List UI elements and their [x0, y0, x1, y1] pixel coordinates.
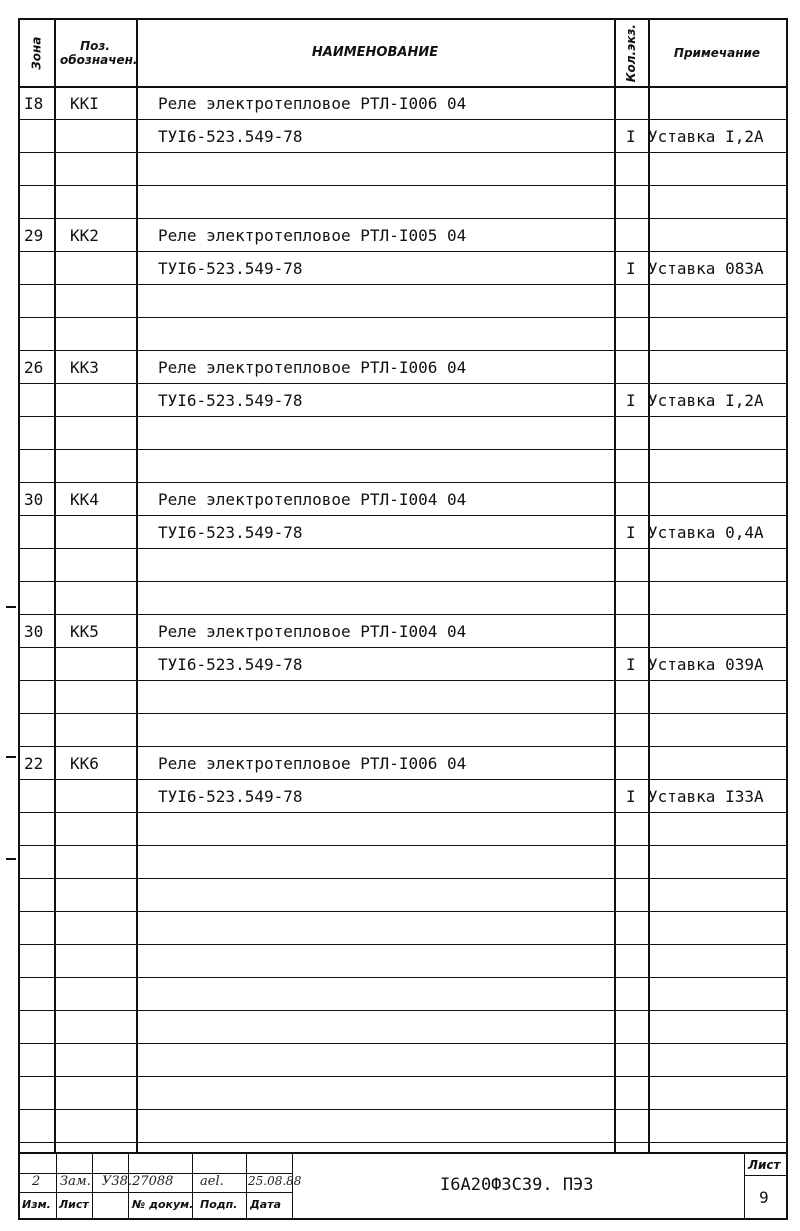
row-divider — [20, 383, 786, 384]
margin-tick — [6, 606, 16, 608]
item-zone: 30 — [24, 622, 44, 641]
row-divider — [20, 614, 786, 615]
row-divider — [20, 317, 786, 318]
row-divider — [20, 977, 786, 978]
item-position: KK5 — [70, 622, 99, 641]
item-quantity: I — [626, 127, 636, 146]
item-quantity: I — [626, 523, 636, 542]
item-spec: ТУI6-523.549-78 — [158, 391, 303, 410]
item-name: Реле электротепловое РТЛ-I006 04 — [158, 94, 467, 113]
item-name: Реле электротепловое РТЛ-I006 04 — [158, 754, 467, 773]
row-divider — [20, 218, 786, 219]
row-divider — [20, 1142, 786, 1143]
sheet-cell-divider — [744, 1175, 786, 1176]
item-note: Уставка 039А — [648, 655, 764, 674]
item-quantity: I — [626, 391, 636, 410]
item-quantity: I — [626, 259, 636, 278]
label-doc: № докум. — [132, 1198, 194, 1211]
item-spec: ТУI6-523.549-78 — [158, 655, 303, 674]
margin-tick — [6, 858, 16, 860]
item-zone: 26 — [24, 358, 44, 377]
row-divider — [20, 911, 786, 912]
title-block-divider — [246, 1152, 247, 1218]
header-quantity — [614, 20, 648, 86]
item-name: Реле электротепловое РТЛ-I004 04 — [158, 490, 467, 509]
item-note: Уставка I,2А — [648, 391, 764, 410]
row-divider — [20, 449, 786, 450]
item-spec: ТУI6-523.549-78 — [158, 127, 303, 146]
item-zone: I8 — [24, 94, 44, 113]
change-number: 2 — [32, 1174, 41, 1189]
item-spec: ТУI6-523.549-78 — [158, 787, 303, 806]
item-quantity: I — [626, 787, 636, 806]
column-divider — [136, 20, 138, 1152]
item-name: Реле электротепловое РТЛ-I004 04 — [158, 622, 467, 641]
sheet-label: Лист — [748, 1158, 781, 1172]
column-divider — [614, 20, 616, 1152]
row-divider — [20, 119, 786, 120]
change-date: 25.08.88 — [248, 1174, 302, 1188]
row-divider — [20, 944, 786, 945]
header-name-label: НАИМЕНОВАНИЕ — [311, 45, 439, 61]
item-quantity: I — [626, 655, 636, 674]
item-name: Реле электротепловое РТЛ-I006 04 — [158, 358, 467, 377]
item-spec: ТУI6-523.549-78 — [158, 523, 303, 542]
row-divider — [20, 812, 786, 813]
title-block-divider — [56, 1152, 57, 1218]
row-divider — [20, 185, 786, 186]
title-block-row-divider — [20, 1192, 292, 1193]
row-divider — [20, 416, 786, 417]
title-block-top-border — [20, 1152, 786, 1154]
item-zone: 22 — [24, 754, 44, 773]
change-sheet: Зам. — [60, 1174, 91, 1189]
row-divider — [20, 482, 786, 483]
item-position: KK6 — [70, 754, 99, 773]
row-divider — [20, 713, 786, 714]
column-divider — [54, 20, 56, 1152]
row-divider — [20, 86, 786, 88]
item-note: Уставка I33А — [648, 787, 764, 806]
margin-tick — [6, 756, 16, 758]
row-divider — [20, 1109, 786, 1110]
row-divider — [20, 779, 786, 780]
item-spec: ТУI6-523.549-78 — [158, 259, 303, 278]
row-divider — [20, 647, 786, 648]
row-divider — [20, 878, 786, 879]
title-block-divider — [744, 1152, 745, 1218]
item-note: Уставка 0,4А — [648, 523, 764, 542]
row-divider — [20, 515, 786, 516]
row-divider — [20, 284, 786, 285]
change-signature: ael. — [200, 1174, 224, 1189]
row-divider — [20, 1010, 786, 1011]
row-divider — [20, 548, 786, 549]
row-divider — [20, 152, 786, 153]
header-quantity-label: Кол.экз. — [623, 23, 638, 83]
header-position-label: Поз. обозначен. — [60, 38, 138, 67]
header-zone-label: Зона — [29, 36, 44, 70]
row-divider — [20, 581, 786, 582]
header-zone — [20, 20, 54, 86]
column-divider — [648, 20, 650, 1152]
item-zone: 30 — [24, 490, 44, 509]
document-code: I6А20Ф3С39. ПЭ3 — [440, 1175, 594, 1195]
row-divider — [20, 845, 786, 846]
drawing-sheet — [18, 18, 788, 1220]
row-divider — [20, 1043, 786, 1044]
header-note — [648, 20, 786, 86]
item-note: Уставка I,2А — [648, 127, 764, 146]
label-sign: Подп. — [200, 1198, 238, 1211]
header-position — [54, 20, 136, 86]
item-note: Уставка 083А — [648, 259, 764, 278]
item-name: Реле электротепловое РТЛ-I005 04 — [158, 226, 467, 245]
row-divider — [20, 680, 786, 681]
row-divider — [20, 746, 786, 747]
header-name — [136, 20, 614, 86]
item-position: KK2 — [70, 226, 99, 245]
item-position: KKI — [70, 94, 99, 113]
sheet-number: 9 — [759, 1188, 769, 1207]
item-zone: 29 — [24, 226, 44, 245]
label-date: Дата — [250, 1198, 282, 1211]
change-doc-number: У38.27088 — [102, 1174, 174, 1189]
row-divider — [20, 350, 786, 351]
label-list: Лист — [59, 1198, 89, 1211]
row-divider — [20, 1076, 786, 1077]
item-position: KK3 — [70, 358, 99, 377]
title-block-divider — [92, 1152, 93, 1218]
item-position: KK4 — [70, 490, 99, 509]
label-izm: Изм. — [22, 1198, 51, 1211]
row-divider — [20, 251, 786, 252]
header-note-label: Примечание — [673, 45, 761, 60]
